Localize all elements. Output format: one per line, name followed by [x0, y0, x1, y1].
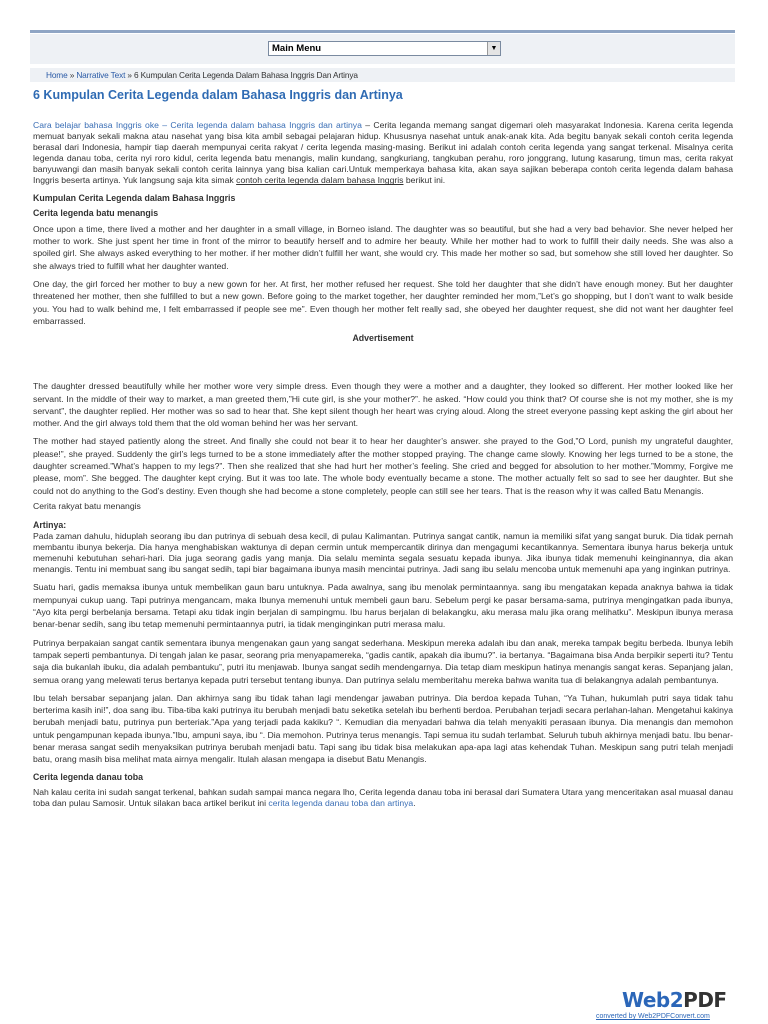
- english-paragraph-3: The daughter dressed beautifully while her mother wore very simple dress. Even though they were a mother and a daughter, they looked so different. Her mother looked like her servant. In the middle of their way to market, a man greeted them,”Hi cute girl, is she your mother?”. he asked. “How could you think that? Of course she is not my mother, she is my servant”, the daughter replied. Her mother was so sad to hear that. She kept silent though her heart was crying aloud. Along the street everyone passing kept asking the girl about her mother. And the girl always told them that the old woman behind her was her servant.: [33, 381, 733, 429]
- main-menu-select[interactable]: [268, 41, 501, 56]
- intro-end: berikut ini.: [403, 175, 446, 186]
- toba-end: .: [413, 797, 416, 808]
- chevron-down-icon[interactable]: ▼: [487, 42, 500, 55]
- main-menu-label: Main Menu: [272, 43, 322, 54]
- breadcrumb-category-link[interactable]: Narrative Text: [76, 70, 126, 80]
- breadcrumb: [30, 68, 735, 82]
- intro-dash: –: [158, 120, 171, 130]
- heading-batu-menangis: Cerita legenda batu menangis: [33, 207, 159, 218]
- breadcrumb-separator: »: [125, 70, 135, 80]
- toba-link[interactable]: cerita legenda danau toba dan artinya: [268, 797, 414, 808]
- toba-paragraph: [33, 787, 733, 809]
- intro-underlined-link[interactable]: contoh cerita legenda dalam bahasa Inggris: [236, 175, 404, 186]
- breadcrumb-home-link[interactable]: Home: [46, 70, 68, 80]
- intro-text: – Cerita leganda memang sangat digemari oleh masyarakat Indonesia. Karena cerita legenda memuat banyak sekali makna atau nasehat yang bisa kita ambil sebagai pelajaran hidup. Khususnya nasehat untuk anak-anak kita. Ada begitu banyak sekali contoh cerita legenda berasal dari Indonesia, hampir tiap daerah mempunyai cerita rakyat / cerita legenda masing-masing. Berikut ini adalah contoh cerita legenda yang sangat terkenal. Misalnya cerita legenda danau toba, cerita nyi roro kidul, cerita legenda batu menangis, malin kundang, sangkuriang, tangkuban perahu, roro jonggrang, lutung kasarung, timun mas, cerita rakyat banyuwangi dan masih banyak sekali contoh cerita lainnya yang bisa kalian cari.Untuk memperkaya bahasa kita, akan saya sajikan beberapa contoh cerita legenda dalam bahasa Inggris beserta artinya. Yuk langsung saja kita simak: [33, 120, 734, 186]
- top-accent-bar: [30, 30, 735, 33]
- page-title: 6 Kumpulan Cerita Legenda dalam Bahasa Inggris dan Artinya: [33, 88, 403, 102]
- advertisement-label: Advertisement: [352, 333, 414, 344]
- english-paragraph-1: Once upon a time, there lived a mother and her daughter in a small village, in Borneo island. The daughter was so beautiful, but she had a very bad behavior. She never helped her mother to work. She just spent her time in front of the mirror to beautify herself and to admire her beauty. While her mother had to work to fulfill their daily needs. She was also a spoiled girl. She always asked everything to her mother. if her mother didn’t fulfill her want, she would cry. This made her mother so sad, but somehow she still loved her daughter. So she always tried to fulfill what her daughter wanted.: [33, 223, 733, 271]
- web2pdf-link[interactable]: converted by Web2PDFConvert.com: [596, 1013, 710, 1020]
- intro-link-cerita-legenda[interactable]: Cerita legenda dalam bahasa Inggris dan artinya: [170, 120, 362, 130]
- heading-danau-toba: Cerita legenda danau toba: [33, 771, 143, 782]
- intro-paragraph: [33, 120, 733, 187]
- english-paragraph-4: The mother had stayed patiently along the street. And finally she could not bear it to hear her daughter’s answer. she prayed to the God,”O Lord, punish my ungrateful daughter, please!”, she prayed. Suddenly the girl’s legs turned to be a stone immediately after the mother stopped praying. The change came slowly. Knowing her legs turned to be a stone, the daughter screamed.”What’s happen to my legs?”. Then she realized that she had hurt her mother’s feeling. She cried and begged for absolution to her mother.”Mommy, Forgive me please, mom”. She begged. The daughter kept crying. But it was too late. The whole body eventually became a stone. The mother actually felt so sad to see her daughter. But she could not do anything to the God’s destiny. Even though she had become a stone completely, people can still see her tears. That is the reason why it was called Batu Menangis.: [33, 436, 733, 496]
- artinya-heading: Artinya:: [33, 519, 67, 530]
- english-paragraph-2: One day, the girl forced her mother to buy a new gown for her. At first, her mother refused her request. She told her daughter that she didn’t have enough money. But her daughter threatened her mother, then she fulfilled to but a new gown. Before going to the market together, her daughter reminded her mom,”Let’s go shopping, but I don’t want to walk beside you. You had to walk behind me, I felt embarrassed if people see me”. Even though her mother felt really sad, she obeyed her daughter request, she did not want her daughter feel embarrassed.: [33, 278, 733, 326]
- web2pdf-logo: Web2PDF: [622, 988, 727, 1012]
- indonesian-paragraph-3: Putrinya berpakaian sangat cantik sementara ibunya mengenakan gaun yang sangat sederhana. Meskipun mereka adalah ibu dan anak, mereka tampak begitu berbeda. Ibunya lebih tampak seperti pembantunya. Di tengah jalan ke pasar, seorang pria menyapamereka, “gadis cantik, apakah dia ibumu?”. ia bertanya. “Bagaimana bisa Anda berpikir seperti itu? Tentu saja dia bukanlah ibuku, dia adalah pembantuku”, putri itu menjawab. Ibunya sangat sedih mendengarnya. Dia tetap diam meskipun hatinya menangis sangat keras. Sepanjang jalan, semua orang yang melewati terus bertanya kepada putri tersebut tentang ibunya. Dan putrinya selalu memberitahu mereka bahwa wanita tua di belakangnya adalah pembantunya.: [33, 637, 733, 685]
- breadcrumb-separator: »: [67, 70, 77, 80]
- indonesian-paragraph-1: Pada zaman dahulu, hiduplah seorang ibu dan putrinya di sebuah desa kecil, di pulau Kalimantan. Putrinya sangat cantik, namun ia memiliki sifat yang sangat buruk. Dia tidak pernah membantu ibunya bekerja. Dia hanya menghabiskan waktunya di depan cermin untuk mempercantik dirinya dan mengagumi kecantikannya. Sementara ibunya harus bekerja untuk memenuhi kebutuhan sehari-hari. Dia juga seorang gadis yang manja. Dia selalu meminta segala sesuatu kepada ibunya. Jika ibunya tidak memenuhi keinginannya, dia akan menangis. Tentu ini membuat sang ibu sangat sedih, tapi biar bagaimana ibunya masih mencintai putrinya. Jadi sang ibu selalu mencoba untuk memenuhi apa yang inginkan putrinya.: [33, 531, 733, 575]
- intro-link-cara-belajar[interactable]: Cara belajar bahasa Inggris oke: [33, 120, 159, 130]
- indonesian-paragraph-2: Suatu hari, gadis memaksa ibunya untuk membelikan gaun baru untuknya. Pada awalnya, sang ibu menolak permintaannya. sang ibu mengatakan kepada anaknya bahwa ia tidak mempunyai cukup uang. Tapi putrinya mengancam, maka Ibunya memenuhi untuk membeli gaun baru. Sebelum pergi ke pasar bersama-sama, putrinya mengingatkan pada ibunya, “Ayo kita pergi berbelanja bersama. Tetapi aku tidak ingin berjalan di sampingmu. Ibu harus berjalan di belakangku, aku merasa malu jika orang melihatku”. Meskipun ibunya merasa benar-benar sedih, sang ibu tetap memenuhi permintaannya putri, ia tidak menginginkan putri merasa malu.: [33, 582, 733, 630]
- indonesian-paragraph-4: Ibu telah bersabar sepanjang jalan. Dan akhirnya sang ibu tidak tahan lagi mendengar jawaban putrinya. Dia berdoa kepada Tuhan, “Ya Tuhan, hukumlah putri saya tidak tahu berterima kasih ini!”, doa sang ibu. Tiba-tiba kaki putrinya itu berubah menjadi batu seketika setelah ibu berhenti berdoa. Perubahan terjadi secara perlahan-lahan. Mengetahui kakinya berubah menjadi batu, putrinya pun berteriak.”Apa yang terjadi pada kakiku? “. Kemudian dia menyadari bahwa dia telah menyakiti perasaan ibunya. Dia menangis dan memohon untuk pengampunan kepada ibunya.”Ibu, ampuni saya, ibu “. Dia memohon. Putrinya terus menangis. Tapi semua itu sudah terlambat. Seluruh tubuh akhirnya menjadi batu. Ibu benar-benar merasa sangat sedih menyaksikan putrinya berubah menjadi batu. Tapi sang ibu tidak bisa melakukan apa-apa lagi atas kehendak Tuhan. Meskipun sang putri telah menjadi batu, orang masih bisa melihat mata airnya mengalir. Itulah alasan mengapa ia disebut Batu Menangis.: [33, 692, 733, 765]
- cerita-rakyat-title: Cerita rakyat batu menangis: [33, 500, 141, 511]
- article-body: [33, 120, 733, 815]
- breadcrumb-current: 6 Kumpulan Cerita Legenda Dalam Bahasa Inggris Dan Artinya: [134, 70, 358, 80]
- web2pdf-watermark: [596, 988, 740, 1024]
- toba-text: Nah kalau cerita ini sudah sangat terkenal, bahkan sudah sampai manca negara lho, Cerita legenda danau toba ini berasal dari Sumatera Utara yang menceritakan asal muasal danau toba dan pulau Samosir. Untuk silakan baca artikel berikut ini: [33, 786, 733, 808]
- heading-kumpulan: Kumpulan Cerita Legenda dalam Bahasa Inggris: [33, 192, 236, 203]
